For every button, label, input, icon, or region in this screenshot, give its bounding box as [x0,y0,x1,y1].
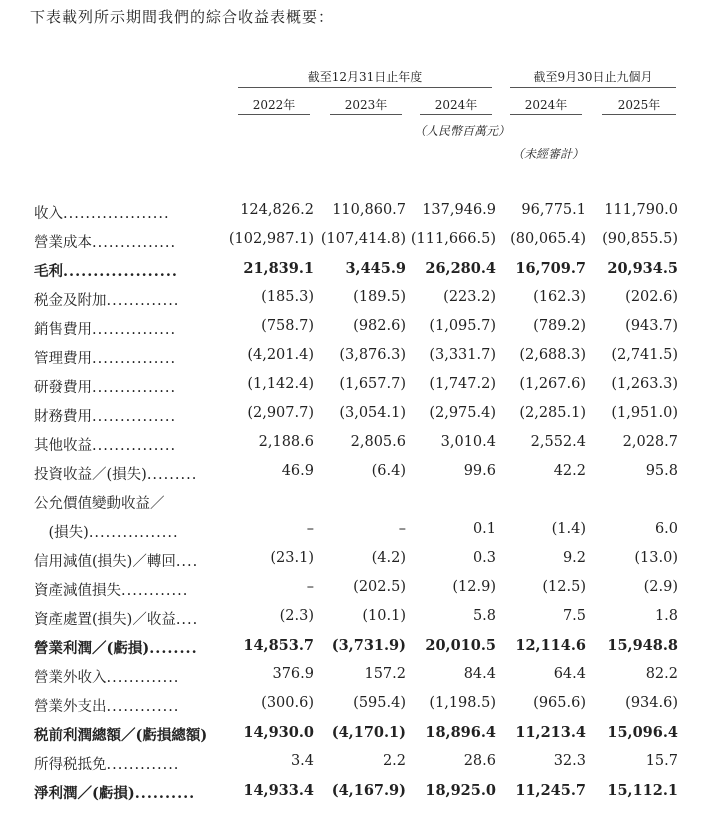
row-label-leader: ............. [106,757,180,773]
value-cell: 14,853.7 [243,637,314,654]
table-row [0,689,717,718]
value-cell: 5.8 [472,608,496,624]
value-cell: 110,860.7 [332,202,406,218]
table-row [0,544,717,573]
value-cell: 157.2 [364,666,406,682]
value-cell: (2,285.1) [519,405,586,421]
table-row [0,196,717,225]
value-cell: (2,741.5) [611,347,678,363]
value-cell: 2.2 [382,753,406,769]
value-cell: 42.2 [553,463,586,479]
row-label-text: 營業利潤／(虧損) [34,640,150,657]
row-label-leader: ........ [149,640,198,657]
value-cell: (1,198.5) [429,695,496,711]
value-cell: 95.8 [645,463,678,479]
value-cell: 3.4 [290,753,314,769]
value-cell: (1,267.6) [519,376,586,392]
value-cell: 15,948.8 [607,637,678,654]
table-row [0,776,717,805]
value-cell: (4,201.4) [247,347,314,363]
value-cell: 14,930.0 [243,724,314,741]
value-cell: 11,213.4 [515,724,586,741]
row-label-text: 所得税抵免 [34,757,107,773]
row-label-text: 税金及附加 [34,293,107,309]
row-label [34,666,220,687]
row-label-leader: ............. [106,670,180,686]
value-cell: (12.9) [452,579,496,595]
row-label-text: 研發費用 [34,380,92,396]
row-label-leader: ............ [121,583,189,599]
row-label [34,405,220,426]
value-cell: (1,657.7) [339,376,406,392]
row-label-text: 公允價值變動收益／ [34,496,165,512]
row-label-text: 其他收益 [34,438,92,454]
header-divider [238,87,492,88]
statement-rows [0,196,717,805]
value-cell: (189.5) [353,289,406,305]
table-row [0,370,717,399]
year-underline [330,114,402,115]
row-label-leader: ................... [63,263,178,280]
value-cell: 12,114.6 [515,637,586,654]
header-year-group: 截至12月31日止年度 [307,70,423,84]
year-header-2023: 2023年 [344,98,388,112]
value-cell: (90,855.5) [602,231,678,247]
value-cell: (934.6) [625,695,678,711]
table-row [0,312,717,341]
year-underline [510,114,582,115]
row-label [34,202,220,223]
value-cell: 2,805.6 [350,434,406,450]
value-cell: (1,263.3) [611,376,678,392]
value-cell: 124,826.2 [240,202,314,218]
value-cell: 15,096.4 [607,724,678,741]
year-header-2024: 2024年 [434,98,478,112]
row-label-text: 財務費用 [34,409,92,425]
row-label-text: (損失) [34,525,89,541]
table-row [0,573,717,602]
value-cell: 15.7 [645,753,678,769]
value-cell: (1.4) [551,521,586,537]
value-cell: 21,839.1 [243,260,314,277]
row-label [34,521,220,542]
row-label [34,724,220,745]
value-cell: (3,054.1) [339,405,406,421]
year-header-2025-nine-month: 2025年 [617,98,661,112]
row-label-leader: ............. [106,699,180,715]
value-cell: (2,975.4) [429,405,496,421]
row-label-leader: .... [175,554,199,570]
value-cell: 32.3 [553,753,586,769]
year-underline [238,114,310,115]
value-cell: 0.1 [472,521,496,537]
table-row [0,283,717,312]
value-cell: 1.8 [654,608,678,624]
value-cell: 84.4 [463,666,496,682]
value-cell: 18,896.4 [425,724,496,741]
row-label-leader: ............. [106,293,180,309]
value-cell: (12.5) [542,579,586,595]
value-cell: (595.4) [353,695,406,711]
value-cell: 18,925.0 [425,782,496,799]
value-cell: 3,445.9 [345,260,406,277]
value-cell: 15,112.1 [607,782,678,799]
value-cell: (202.6) [625,289,678,305]
value-cell: 20,010.5 [425,637,496,654]
row-label [34,318,220,339]
row-label-leader: .......... [134,785,196,802]
value-cell: (102,987.1) [228,231,314,247]
value-cell: (982.6) [353,318,406,334]
value-cell: (2.9) [643,579,678,595]
row-label [34,289,220,310]
header-divider [510,87,676,88]
value-cell: 3,010.4 [440,434,496,450]
value-cell: – [306,521,314,537]
value-cell: (2,907.7) [247,405,314,421]
value-cell: 6.0 [654,521,678,537]
value-cell: (2.3) [279,608,314,624]
value-cell: – [398,521,406,537]
value-cell: 7.5 [562,608,586,624]
value-cell: 2,188.6 [258,434,314,450]
row-label [34,782,220,803]
value-cell: (3,876.3) [339,347,406,363]
value-cell: 82.2 [645,666,678,682]
value-cell: (4,167.9) [331,782,406,799]
value-cell: 14,933.4 [243,782,314,799]
value-cell: 137,946.9 [422,202,496,218]
table-row [0,486,717,515]
value-cell: – [306,579,314,595]
row-label-text: 資產減值損失 [34,583,121,599]
value-cell: 16,709.7 [515,260,586,277]
value-cell: (1,095.7) [429,318,496,334]
value-cell: (758.7) [261,318,314,334]
value-cell: 0.3 [472,550,496,566]
row-label-leader: ............... [92,409,177,425]
value-cell: (162.3) [533,289,586,305]
row-label-leader: ................... [63,206,170,222]
value-cell: (6.4) [371,463,406,479]
row-label-leader: .... [175,612,199,628]
value-cell: (1,142.4) [247,376,314,392]
row-label [34,608,220,629]
row-label [34,550,220,571]
value-cell: 46.9 [281,463,314,479]
table-row [0,457,717,486]
value-cell: (13.0) [634,550,678,566]
table-row [0,225,717,254]
row-label-leader: ............... [92,438,177,454]
row-label [34,695,220,716]
value-cell: (10.1) [362,608,406,624]
table-row [0,515,717,544]
row-label-text: 營業成本 [34,235,92,251]
row-label [34,492,220,513]
row-label [34,347,220,368]
table-row [0,747,717,776]
value-cell: (4,170.1) [331,724,406,741]
value-cell: 2,028.7 [622,434,678,450]
row-label [34,753,220,774]
value-cell: (943.7) [625,318,678,334]
row-label-text: 營業外收入 [34,670,107,686]
value-cell: (107,414.8) [320,231,406,247]
value-cell: (1,951.0) [611,405,678,421]
table-row [0,341,717,370]
year-header-2024-nine-month: 2024年 [524,98,568,112]
row-label-text: 資產處置(損失)／收益 [34,612,176,628]
value-cell: 9.2 [562,550,586,566]
row-label-leader: ............... [92,380,177,396]
table-row [0,631,717,660]
row-label [34,231,220,252]
value-cell: (111,666.5) [410,231,496,247]
value-cell: (3,331.7) [429,347,496,363]
value-cell: 20,934.5 [607,260,678,277]
row-label-text: 營業外支出 [34,699,107,715]
value-cell: (202.5) [353,579,406,595]
row-label [34,376,220,397]
value-cell: (3,731.9) [331,637,406,654]
value-cell: 26,280.4 [425,260,496,277]
value-cell: (1,747.2) [429,376,496,392]
row-label [34,434,220,455]
row-label-leader: ................ [88,525,179,541]
row-label-leader: ............... [92,351,177,367]
row-label-leader: ............... [92,235,177,251]
value-cell: (300.6) [261,695,314,711]
table-row [0,399,717,428]
year-underline [602,114,676,115]
row-label-text: 管理費用 [34,351,92,367]
row-label-text: 毛利 [34,263,63,280]
year-header-2022: 2022年 [252,98,296,112]
value-cell: 376.9 [272,666,314,682]
row-label [34,463,220,484]
row-label [34,260,220,281]
value-cell: 111,790.0 [604,202,678,218]
table-row [0,254,717,283]
value-cell: (965.6) [533,695,586,711]
row-label-text: 投資收益／(損失) [34,467,147,483]
row-label-text: 税前利潤總額／(虧損總額) [34,727,208,744]
value-cell: 11,245.7 [515,782,586,799]
row-label [34,579,220,600]
row-label-text: 信用減值(損失)／轉回 [34,554,176,570]
value-cell: (223.2) [443,289,496,305]
value-cell: 99.6 [463,463,496,479]
table-row [0,718,717,747]
year-underline [420,114,492,115]
row-label-text: 淨利潤／(虧損) [34,785,135,802]
table-row [0,660,717,689]
value-cell: (185.3) [261,289,314,305]
unit-note: （人民幣百萬元） [414,124,511,138]
value-cell: (789.2) [533,318,586,334]
table-row [0,602,717,631]
header-nine-month-group: 截至9月30日止九個月 [533,70,653,84]
row-label-text: 收入 [34,206,63,222]
row-label-text: 銷售費用 [34,322,92,338]
value-cell: 64.4 [553,666,586,682]
table-row [0,428,717,457]
row-label-leader: ............... [92,322,177,338]
row-label-leader: ......... [146,467,198,483]
row-label [34,637,220,658]
value-cell: (2,688.3) [519,347,586,363]
value-cell: 96,775.1 [521,202,586,218]
value-cell: (80,065.4) [510,231,586,247]
value-cell: (4.2) [371,550,406,566]
value-cell: 2,552.4 [530,434,586,450]
value-cell: 28.6 [463,753,496,769]
intro-text: 下表載列所示期間我們的綜合收益表概要： [30,8,335,26]
unaudited-note: （未經審計） [512,147,585,161]
value-cell: (23.1) [270,550,314,566]
